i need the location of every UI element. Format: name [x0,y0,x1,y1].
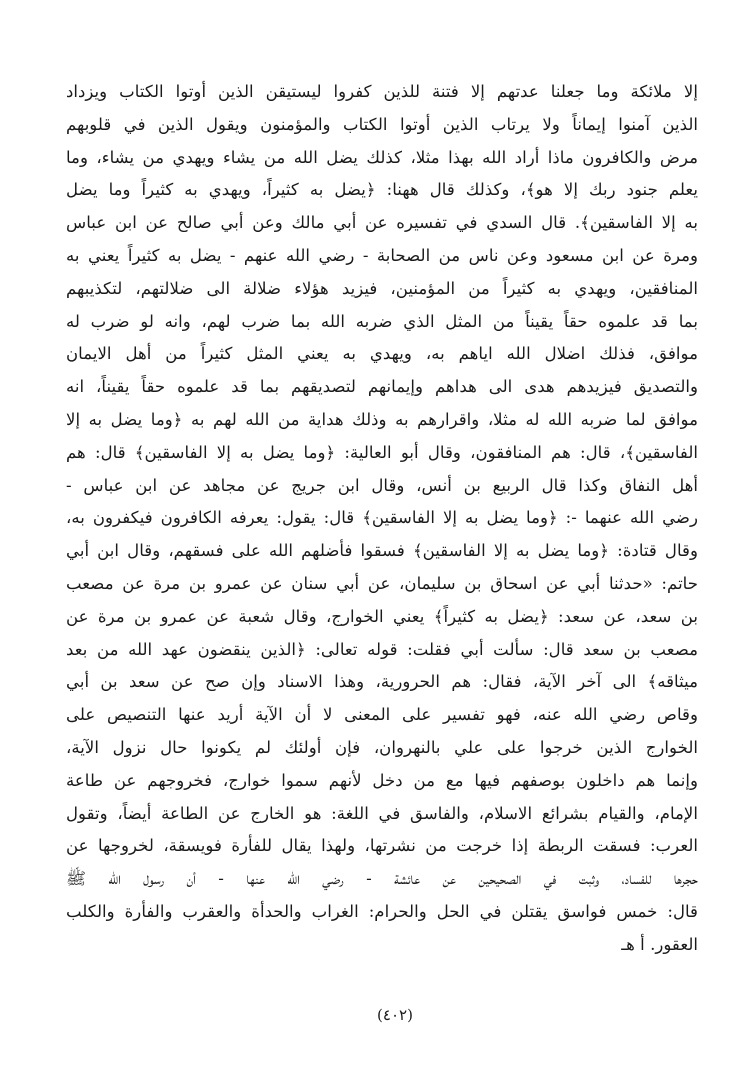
text-line: والتصديق فيزيدهم هدى الى هداهم وإيمانهم لتصديقهم بما قد علموه حقاً يقيناً، انه [66,377,698,397]
text-line: به إلا الفاسقين﴾. قال السدي في تفسيره عن أبي مالك وعن أبي صالح عن ابن عباس [66,213,698,233]
text-line: ومرة عن ابن مسعود وعن ناس من الصحابة - رضي الله عنهم - يضل به كثيراً يعني به [66,245,698,265]
text-line: قال: خمس فواسق يقتلن في الحل والحرام: الغراب والحدأة والعقرب والفأرة والكلب [66,901,698,921]
text-line: رضي الله عنهما -: ﴿وما يضل به إلا الفاسقين﴾ قال: يقول: يعرفه الكافرون فيكفرون به، [66,508,698,528]
text-line: حجرها للفساد، وثبت في الصحيحين عن عائشة - رضي الله عنها - أن رسول الله ﷺ [66,869,698,889]
text-line: الخوارج الذين خرجوا على علي بالنهروان، فإن أولئك لم يكونوا حال نزول الآية، [66,737,698,757]
text-line: الإمام، والقيام بشرائع الاسلام، والفاسق في اللغة: هو الخارج عن الطاعة أيضاً، وتقول [66,803,698,823]
text-line: موافق، فذلك اضلال الله اياهم به، ويهدي به يعني المثل كثيراً من أهل الايمان [66,344,698,364]
text-line: بما قد علموه حقاً يقيناً من المثل الذي ضربه الله بما ضرب لهم، وانه لو ضرب له [66,311,698,331]
text-line: وقاص رضي الله عنه، فهو تفسير على المعنى لا أن الآية أريد عنها التنصيص على [66,705,698,725]
page-number [0,1006,748,1024]
text-line: ميثاقه﴾ الى آخر الآية، فقال: هم الحرورية، وهذا الاسناد وإن صح عن سعد بن أبي [66,672,698,692]
text-line: وقال قتادة: ﴿وما يضل به إلا الفاسقين﴾ فسقوا فأضلهم الله على فسقهم، وقال ابن أبي [66,541,698,561]
text-line: موافق لما ضربه الله له مثلا، واقرارهم به وذلك هداية من الله لهم به ﴿وما يضل به إلا [66,409,698,429]
text-line: الفاسقين﴾، قال: هم المنافقون، وقال أبو العالية: ﴿وما يضل به إلا الفاسقين﴾ قال: هم [66,442,698,462]
text-line: يعلم جنود ربك إلا هو﴾، وكذلك قال ههنا: ﴿يضل به كثيراً، ويهدي به كثيراً وما يضل [66,180,698,200]
text-line: أهل النفاق وكذا قال الربيع بن أنس، وقال ابن جريج عن مجاهد عن ابن عباس - [66,475,698,495]
text-line: الذين آمنوا إيماناً ولا يرتاب الذين أوتوا الكتاب والمؤمنون ويقول الذين في قلوبهم [66,114,698,134]
text-line: مرض والكافرون ماذا أراد الله بهذا مثلا، كذلك يضل الله من يشاء ويهدي من يشاء، وما [66,147,698,167]
text-line-last: العقور. أ هـ [621,934,698,954]
text-line: المنافقين، ويهدي به كثيراً من المؤمنين، فيزيد هؤلاء ضلالة الى ضلالتهم، لتكذيبهم [66,278,698,298]
text-line: بن سعد، عن سعد: ﴿يضل به كثيراً﴾ يعني الخوارج، وقال شعبة عن عمرو بن مرة عن [66,606,698,626]
text-line: إلا ملائكة وما جعلنا عدتهم إلا فتنة للذين كفروا ليستيقن الذين أوتوا الكتاب ويزداد [66,82,698,101]
text-line: حاتم: «حدثنا أبي عن اسحاق بن سليمان، عن أبي سنان عن عمرو بن مرة عن مصعب [66,573,698,593]
text-line: وإنما هم داخلون بوصفهم فيها مع من دخل لأنهم سموا خوارج، فخروجهم عن طاعة [66,770,698,790]
body-text [66,76,698,962]
page-number-label: (٤٠٢) [377,1006,413,1024]
text-line: مصعب بن سعد قال: سألت أبي فقلت: قوله تعالى: ﴿الذين ينقضون عهد الله من بعد [66,639,698,659]
text-line: العرب: فسقت الربطة إذا خرجت من نشرتها، ولهذا يقال للفأرة فويسقة، لخروجها عن [66,836,698,856]
